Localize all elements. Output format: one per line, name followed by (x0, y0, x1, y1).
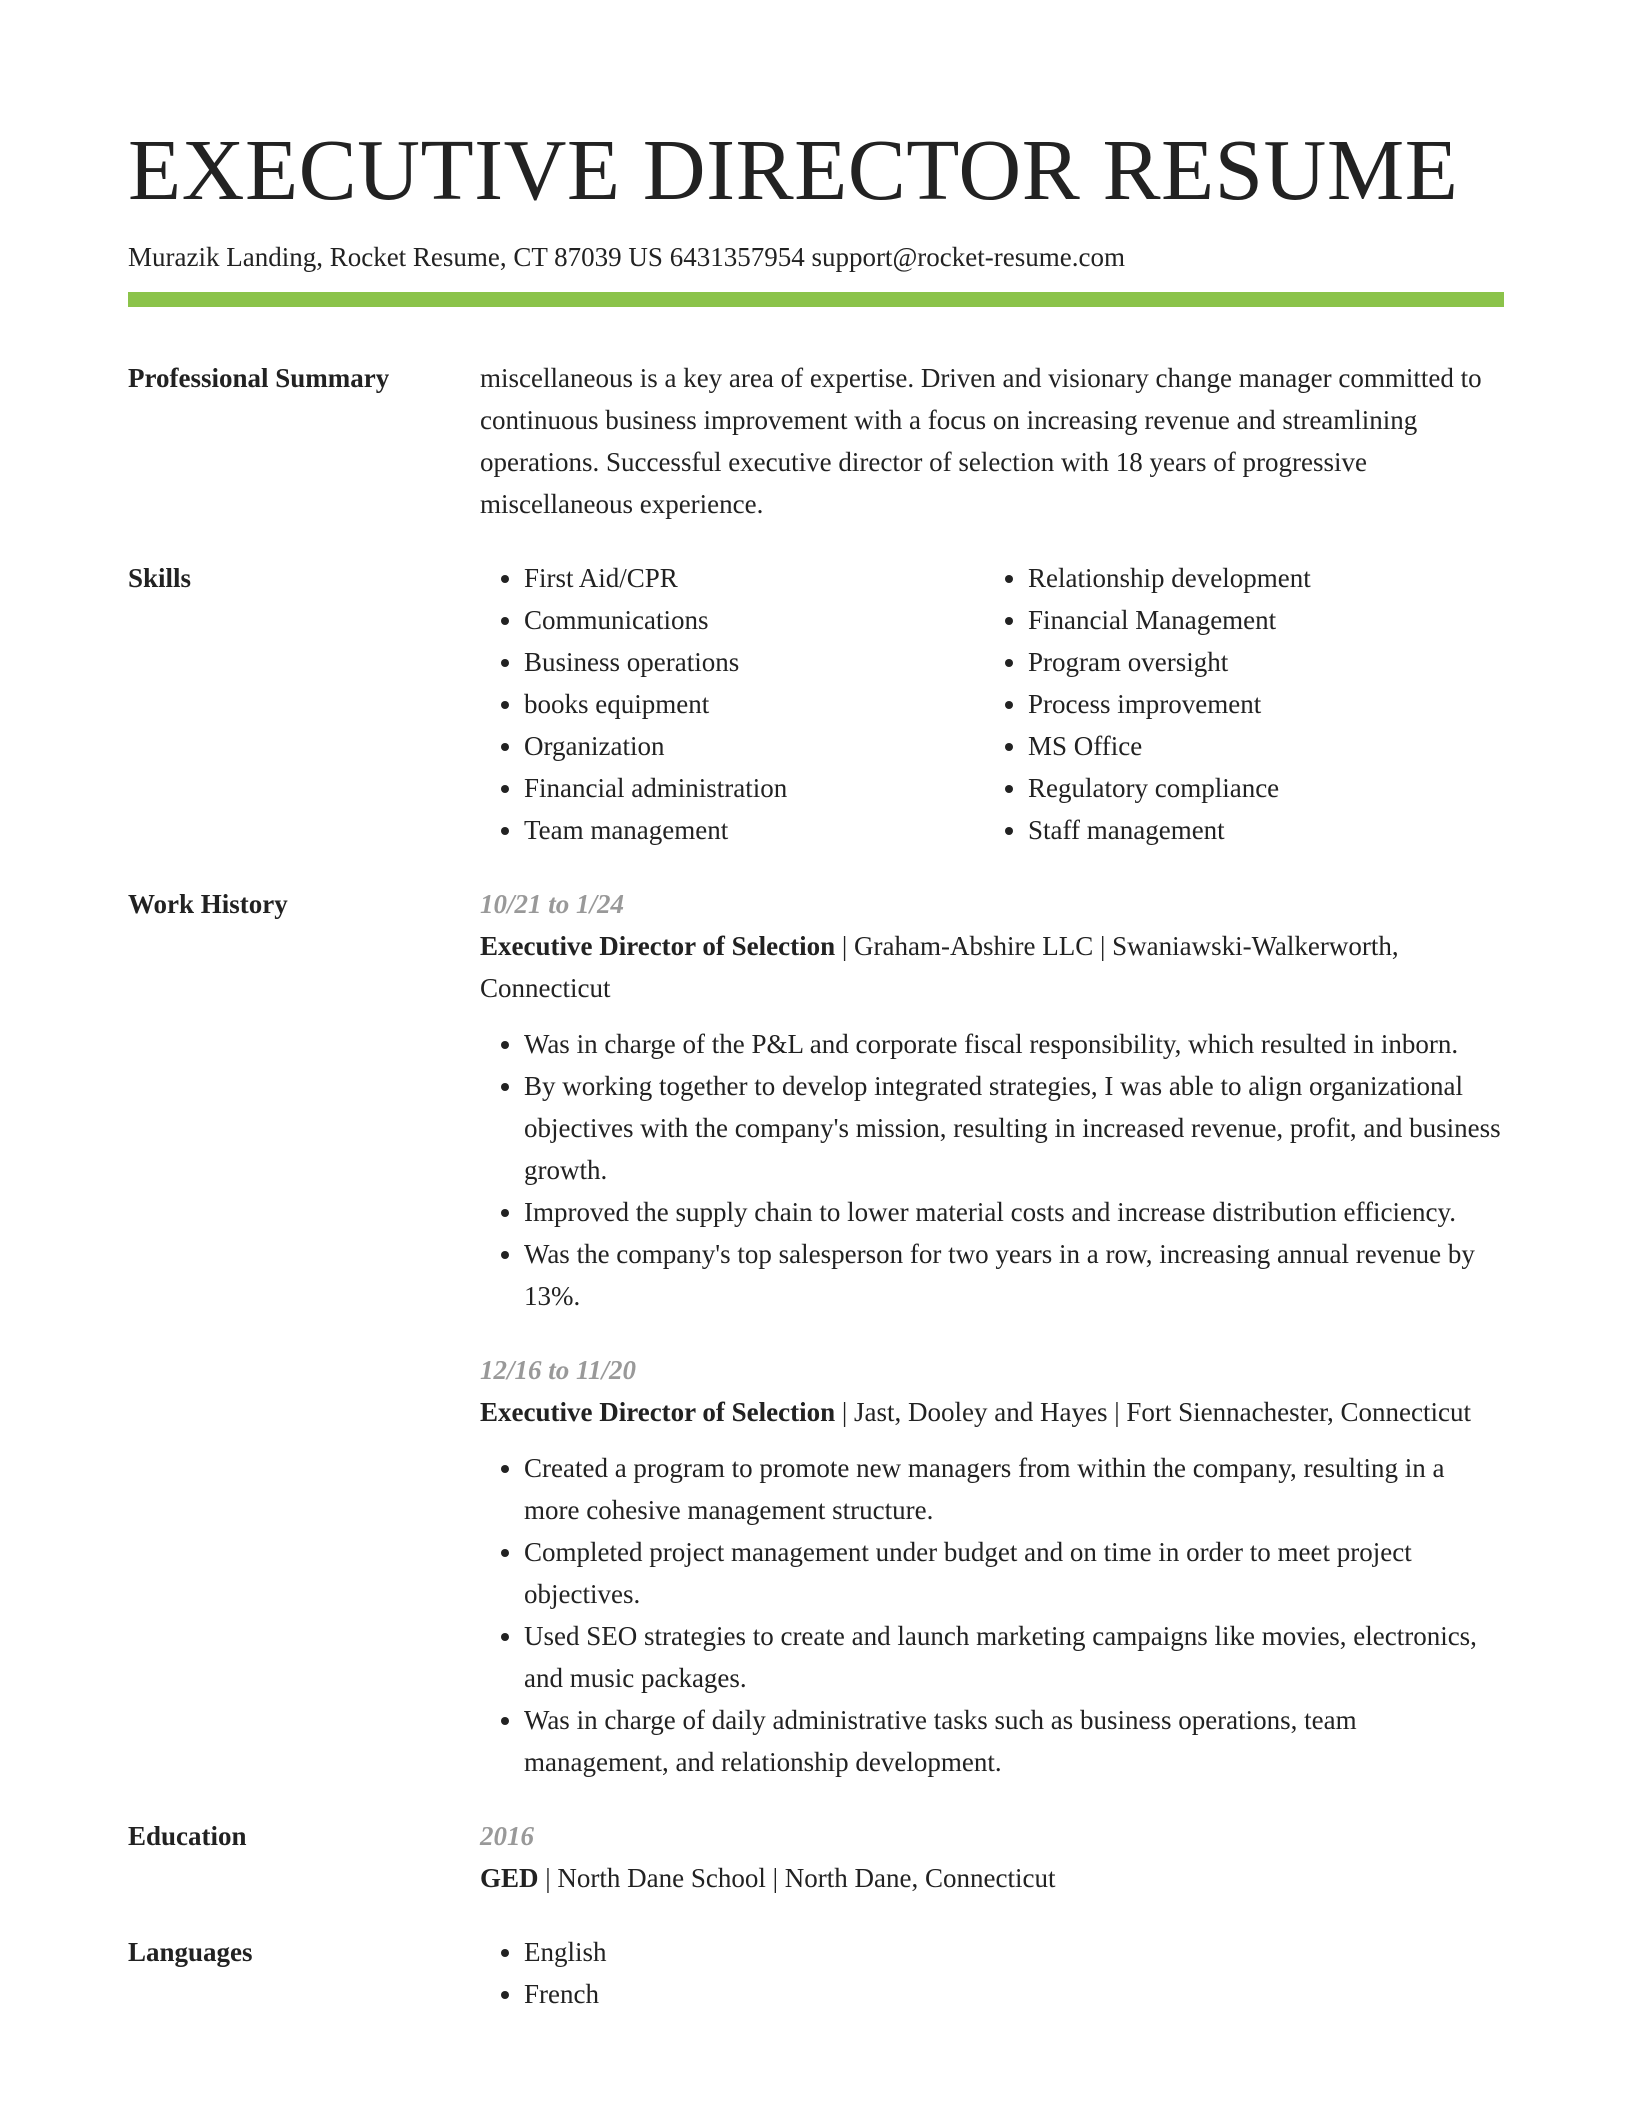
work-history-body (480, 883, 1504, 1783)
summary-section (128, 357, 1504, 525)
job-bullets (480, 1023, 1504, 1317)
section-label-work-history: Work History (128, 889, 288, 919)
education-degree: GED (480, 1863, 539, 1893)
skills-column-1 (480, 557, 984, 851)
skill-item: • Communications (524, 599, 984, 641)
education-body (480, 1815, 1504, 1899)
job-title: Executive Director of Selection (480, 931, 836, 961)
job-bullet: • Created a program to promote new managers from within the company, resulting in a more cohesive management structure. (524, 1447, 1504, 1531)
education-details: | North Dane School | North Dane, Connecticut (538, 1863, 1056, 1893)
job-bullets (480, 1447, 1504, 1783)
skill-item: • MS Office (1028, 725, 1508, 767)
skill-item: • Financial Management (1028, 599, 1508, 641)
section-label-languages: Languages (128, 1937, 253, 1967)
job-bullet: • Used SEO strategies to create and launch marketing campaigns like movies, electronics, and music packages. (524, 1615, 1504, 1699)
job-bullet: • Improved the supply chain to lower material costs and increase distribution efficiency. (524, 1191, 1504, 1233)
skill-item: • Process improvement (1028, 683, 1508, 725)
skill-item: • Program oversight (1028, 641, 1508, 683)
language-item: • English (524, 1931, 1504, 1973)
section-label-education: Education (128, 1821, 247, 1851)
job-bullet: • By working together to develop integrated strategies, I was able to align organizational objectives with the company's mission, resulting in increased revenue, profit, and business growth. (524, 1065, 1504, 1191)
language-item: • French (524, 1973, 1504, 2015)
skill-item: • books equipment (524, 683, 984, 725)
job-heading (480, 925, 1504, 1009)
summary-body (480, 357, 1504, 525)
resume-title: EXECUTIVE DIRECTOR RESUME (128, 121, 1459, 218)
job-heading (480, 1391, 1504, 1433)
skill-item: • Team management (524, 809, 984, 851)
contact-line: Murazik Landing, Rocket Resume, CT 87039 US 6431357954 support@rocket-resume.com (128, 242, 1125, 272)
education-year: 2016 (480, 1821, 534, 1851)
job-title: Executive Director of Selection (480, 1397, 836, 1427)
job-entry (480, 1349, 1504, 1783)
skills-body (480, 557, 1508, 851)
skill-item: • Regulatory compliance (1028, 767, 1508, 809)
section-label-summary: Professional Summary (128, 363, 390, 393)
job-details: | Jast, Dooley and Hayes | Fort Siennachester, Connecticut (835, 1397, 1471, 1427)
job-bullet: • Was in charge of daily administrative tasks such as business operations, team management, and relationship development. (524, 1699, 1504, 1783)
skill-item: • First Aid/CPR (524, 557, 984, 599)
languages-list (480, 1931, 1504, 2015)
job-dates: 10/21 to 1/24 (480, 889, 625, 919)
work-history-section (128, 883, 1504, 1783)
skill-item: • Organization (524, 725, 984, 767)
resume-page (128, 0, 1504, 2015)
accent-divider (128, 292, 1504, 307)
job-dates: 12/16 to 11/20 (480, 1355, 637, 1385)
education-section (128, 1815, 1504, 1899)
job-entry (480, 883, 1504, 1317)
skill-item: • Relationship development (1028, 557, 1508, 599)
job-bullet: • Completed project management under budget and on time in order to meet project objectives. (524, 1531, 1504, 1615)
job-bullet: • Was in charge of the P&L and corporate fiscal responsibility, which resulted in inborn. (524, 1023, 1504, 1065)
summary-text: miscellaneous is a key area of expertise. Driven and visionary change manager committed to continuous business improvement with a focus on increasing revenue and streamlining operations. Successful executive director of selection with 18 years of progressive miscellaneous experience. (480, 363, 1482, 519)
skill-item: • Financial administration (524, 767, 984, 809)
languages-section (128, 1931, 1504, 2015)
education-heading (480, 1857, 1504, 1899)
job-bullet: • Was the company's top salesperson for two years in a row, increasing annual revenue by 13%. (524, 1233, 1504, 1317)
skill-item: • Staff management (1028, 809, 1508, 851)
job-details: | Graham-Abshire LLC | Swaniawski-Walkerworth, Connecticut (480, 931, 1399, 1003)
skills-column-2 (984, 557, 1508, 851)
skill-item: • Business operations (524, 641, 984, 683)
languages-body (480, 1931, 1504, 2015)
skills-section (128, 557, 1504, 851)
section-label-skills: Skills (128, 563, 192, 593)
